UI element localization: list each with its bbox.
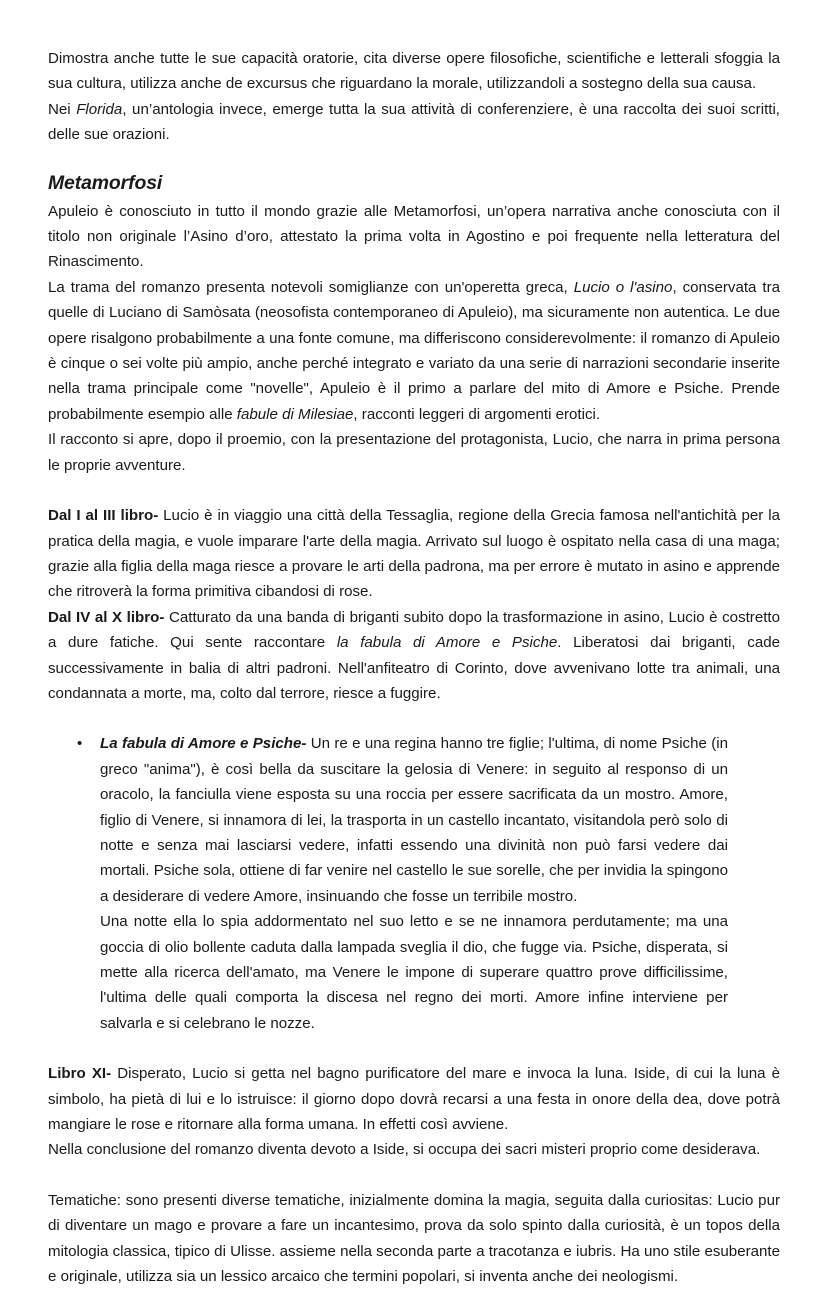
bullet-text-1: Un re e una regina hanno tre figlie; l'ultima, di nome Psiche (in greco "anima"), è così bella da suscitare la gelosia di Venere: in seguito al responso di un oracolo, la fanciulla viene esposta su una roccia per essere sacrificata da un mostro. Amore, figlio di Venere, si innamora di lei, la trasporta in un castello incantato, visitandola però solo di notte e senza mai lasciarsi vedere, infatti essendo una divinità non può farsi vedere dai mortali. Psiche sola, ottiene di far venire nel castello le sue sorelle, che per invidia la spingono a desiderare di vedere Amore, insinuando che fosse un terribile mostro. (100, 735, 728, 905)
book-4-10-text-a: Catturato da una banda di briganti subito dopo la trasformazione in asino, Lucio è costretto a dure fatiche. Qui sente raccontare (48, 608, 781, 652)
bullet-point-icon: • (77, 735, 83, 753)
work-title-florida: Florida (76, 100, 123, 118)
bullet-paragraph-1 (100, 731, 728, 909)
intro-paragraph-2 (48, 97, 780, 148)
book-11-paragraph (48, 1061, 780, 1137)
intro-paragraph-1 (48, 46, 780, 97)
metamorfosi-p2-part-c: , racconti leggeri di argomenti erotici. (353, 405, 601, 423)
book-11-conclusion: Nella conclusione del romanzo diventa devoto a Iside, si occupa dei sacri misteri proprio come desiderava. (48, 1141, 761, 1159)
work-title-fabule-di-milesiae: fabule di Milesiae (236, 405, 354, 423)
spacer-before-book-11 (48, 1036, 780, 1061)
intro-paragraph-2-suffix: , un’antologia invece, emerge tutta la sua attività di conferenziere, è una raccolta dei suoi scritti, delle sue orazioni. (48, 100, 780, 144)
spacer-before-bullet (48, 706, 780, 731)
spacer-before-books (48, 478, 780, 503)
book-4-10-label: Dal IV al X libro- (48, 608, 165, 626)
list-item (48, 731, 728, 1036)
spacer-before-heading (48, 148, 780, 170)
metamorfosi-paragraph-3: Il racconto si apre, dopo il proemio, con la presentazione del protagonista, Lucio, che narra in prima persona le proprie avventure. (48, 431, 780, 474)
metamorfosi-paragraph-1: Apuleio è conosciuto in tutto il mondo grazie alle Metamorfosi, un’opera narrativa anche conosciuta con il titolo non originale l’Asino d’oro, attestato la prima volta in Agostino e poi frequente nella letteratura del Rinascimento. (48, 202, 780, 271)
spacer-before-tematiche (48, 1163, 780, 1188)
document-body (48, 46, 780, 1289)
metamorfosi-paragraph-2 (48, 275, 780, 427)
book-11-label: Libro XI- (48, 1065, 112, 1083)
page-title: Metamorfosi (48, 171, 163, 194)
book-1-3-text: Lucio è in viaggio una città della Tessaglia, regione della Grecia famosa nell'antichità per la pratica della magia, e vuole imparare l'arte della magia. Arrivato sul luogo è ospitato nella casa di una maga; grazie alla figlia della maga riesce a provare le arti della padrona, ma per errore è mutato in asino e apprende che ritroverà la forma primitiva cibandosi di rose. (48, 507, 780, 601)
book-4-10-paragraph (48, 605, 780, 707)
book-1-3-paragraph (48, 503, 780, 605)
bullet-label: La fabula di Amore e Psiche- (100, 735, 307, 753)
work-title-lucio-o-lasino: Lucio o l'asino (573, 278, 673, 296)
intro-paragraph-2-prefix: Nei (48, 100, 77, 118)
bullet-paragraph-2: Una notte ella lo spia addormentato nel suo letto e se ne innamora perdutamente; ma una goccia di olio bollente caduta dalla lampada sveglia il dio, che fugge via. Psiche, disperata, si mette alla ricerca dell'amato, ma Venere le impone di superare quattro prove difficilissime, l'ultima delle quali comporta la discesa nel regno dei morti. Amore infine interviene per salvarla e si celebrano le nozze. (100, 913, 728, 1032)
metamorfosi-p2-part-b: , conservata tra quelle di Luciano di Samòsata (neosofista contemporaneo di Apuleio), ma sicuramente non autentica. Le due opere risalgono probabilmente a una fonte comune, ma differiscono considerevolmente: il romanzo di Apuleio è cinque o sei volte più ampio, anche perché integrato e variato da una serie di narrazioni secondarie inserite nella trama principale come "novelle", Apuleio è il primo a parlare del mito di Amore e Psiche. Prende probabilmente esempio alle (48, 278, 781, 423)
tematiche-paragraph: Tematiche: sono presenti diverse tematiche, inizialmente domina la magia, seguita dalla curiositas: Lucio pur di diventare un mago e provare a fare un incantesimo, prova da solo spinto dalla curiosità, è un topos della mitologia classica, tipico di Ulisse. assieme nella seconda parte a tracotanza e iubris. Ha uno stile esuberante e originale, utilizza sia un lessico arcaico che termini popolari, si inventa anche dei neologismi. (48, 1191, 780, 1286)
intro-paragraph-1-text: Dimostra anche tutte le sue capacità oratorie, cita diverse opere filosofiche, scientifiche e letterali sfoggia la sua cultura, utilizza anche de excursus che riguardano la morale, utilizzandoli a sostegno della sua causa. (48, 50, 780, 93)
book-11-text: Disperato, Lucio si getta nel bagno purificatore del mare e invoca la luna. Iside, di cui la luna è simbolo, ha pietà di lui e lo istruisce: il giorno dopo dovrà recarsi a una festa in onore della dea, dove potrà mangiare le rose e ritornare alla forma umana. In effetti così avviene. (48, 1065, 780, 1134)
work-title-la-fabula-di-amore-e-psiche: la fabula di Amore e Psiche (336, 634, 558, 652)
metamorfosi-p2-part-a: La trama del romanzo presenta notevoli somiglianze con un'operetta greca, (48, 278, 574, 296)
book-4-10-text-b: . Liberatosi dai briganti, cade successivamente in balia di altri padroni. Nell'anfiteatro di Corinto, dove avvenivano lotte tra animali, una condannata a morte, ma, colto dal terrore, riesce a fuggire. (48, 634, 780, 702)
book-1-3-label: Dal I al III libro- (48, 507, 159, 525)
